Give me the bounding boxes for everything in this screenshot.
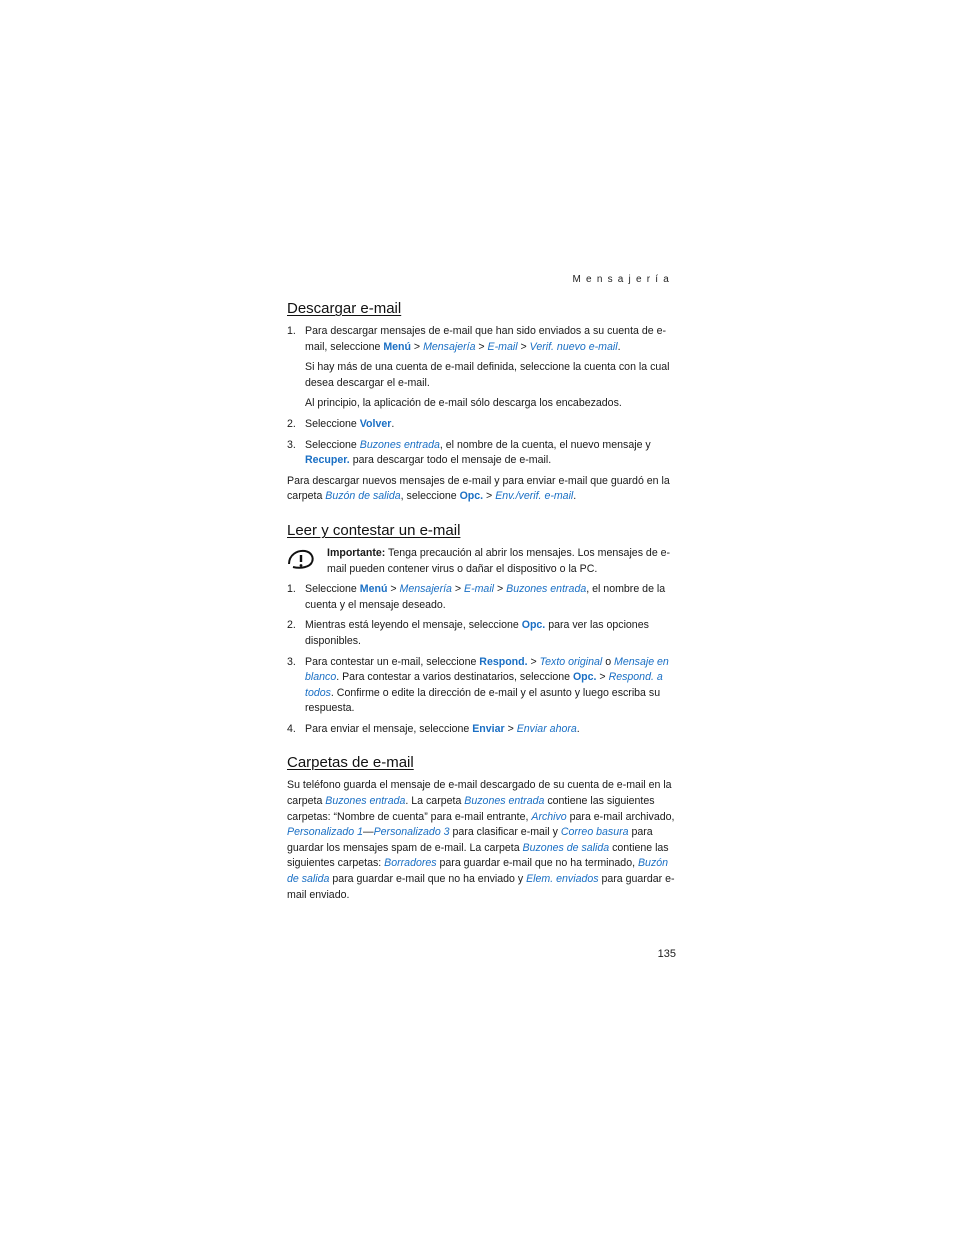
option-mensajeria: Mensajería [423,340,476,353]
key-opc: Opc. [521,619,546,632]
key-menu: Menú [383,340,411,353]
important-label: Importante: [327,546,386,559]
page-number: 135 [657,948,676,960]
list-number: 3. [287,438,296,451]
separator: > [527,655,540,668]
list-number: 3. [287,655,296,668]
text: Seleccione [305,583,360,596]
separator: > [451,583,465,596]
option-mensajeria: Mensajería [399,583,452,596]
option-verif-nuevo-email: Verif. nuevo e-mail [529,340,618,353]
list-item [287,722,677,738]
separator: > [475,340,488,353]
option-elem-enviados: Elem. enviados [526,873,599,886]
list-item [287,582,677,613]
option-buzon-de-salida: Buzón de salida [287,857,669,886]
text: . Confirme o edite la dirección de e-mail y el asunto y luego escriba su respuesta. [305,686,661,715]
option-email: E-mail [464,583,495,596]
separator: > [387,583,400,596]
option-texto-original: Texto original [539,655,603,668]
section-title-carpetas: Carpetas de e-mail [287,754,414,772]
text: , seleccione [400,490,460,503]
option-archivo: Archivo [531,810,567,823]
option-buzones-entrada: Buzones entrada [464,795,545,808]
option-buzon-de-salida: Buzón de salida [325,490,401,503]
text: Mientras está leyendo el mensaje, seleccione [305,619,522,632]
section-title-descargar: Descargar e-mail [287,300,402,317]
text: para e-mail archivado, [566,810,675,823]
text: o [602,655,615,668]
text: para clasificar e-mail y [449,826,561,839]
option-email: E-mail [487,340,518,353]
option-buzones-entrada: Buzones entrada [506,583,587,596]
text: . [617,340,621,353]
text: para ver las opciones disponibles. [305,619,649,647]
option-env-verif-email: Env./verif. e-mail [495,490,574,503]
list-number: 2. [287,417,296,430]
key-opc: Opc. [459,490,484,503]
text: Su teléfono guarda el mensaje de e-mail descargado de su cuenta de e-mail en la carpeta [287,779,672,808]
key-enviar: Enviar [472,722,505,735]
section-title-leer-contestar: Leer y contestar un e-mail [287,521,461,539]
text: Para contestar un e-mail, seleccione [305,655,480,668]
list-item [287,655,677,717]
list-item [287,618,677,649]
option-mensaje-en-blanco: Mensaje en blanco [305,655,669,684]
text: . [573,490,577,503]
key-volver: Volver [359,417,392,430]
important-note-icon [287,548,315,570]
key-opc: Opc. [572,671,597,684]
list-number: 1. [287,583,296,596]
list-number: 1. [287,325,296,337]
text: para guardar los mensajes spam de e-mail. La carpeta [287,826,653,854]
option-borradores: Borradores [384,857,437,870]
separator: > [596,671,609,684]
key-recuper: Recuper. [305,454,350,467]
text: para guardar e-mail enviado. [287,873,675,901]
list-item [287,417,677,433]
text: Seleccione [305,438,360,451]
separator: > [504,722,517,735]
separator: > [517,340,530,353]
option-personalizado-1: Personalizado 1 [287,826,363,839]
sub-paragraph: Al principio, la aplicación de e-mail sólo descarga los encabezados. [305,397,622,410]
text: . Para contestar a varios destinatarios, seleccione [336,671,573,684]
list-number: 2. [287,619,296,632]
option-respond-a-todos: Respond. a todos [305,671,663,699]
option-enviar-ahora: Enviar ahora [516,722,577,735]
option-buzones-entrada: Buzones entrada [325,795,406,808]
text: Seleccione [305,417,360,430]
option-personalizado-3: Personalizado 3 [373,826,450,839]
text: . La carpeta [405,795,465,808]
text: para guardar e-mail que no ha terminado, [436,857,638,870]
separator: > [483,490,496,503]
sub-paragraph: Si hay más de una cuenta de e-mail definida, seleccione la cuenta con la cual desea descargar el e-mail. [305,361,670,389]
text: , el nombre de la cuenta y el mensaje deseado. [305,583,666,611]
separator: > [410,340,424,353]
text: para guardar e-mail que no ha enviado y [329,873,527,886]
key-respond: Respond. [479,655,528,668]
text: — [362,826,374,839]
paragraph [287,474,677,505]
text: Para descargar mensajes de e-mail que han sido enviados a su cuenta de e-mail, seleccione [305,325,666,353]
list-item [287,324,677,355]
running-head: Mensajería [572,274,674,285]
list-item [287,438,677,469]
list-number: 4. [287,722,296,735]
option-buzones-de-salida: Buzones de salida [522,841,610,854]
text: para descargar todo el mensaje de e-mail. [349,454,552,467]
page-content [287,299,677,908]
text: Para descargar nuevos mensajes de e-mail y para enviar e-mail que guardó en la carpeta [287,474,670,503]
text: , el nombre de la cuenta, el nuevo mensaje y [439,438,651,451]
option-buzones-entrada: Buzones entrada [359,438,440,451]
paragraph [287,778,677,903]
separator: > [494,583,507,596]
important-text: Tenga precaución al abrir los mensajes. Los mensajes de e-mail pueden contener virus o dañar el dispositivo o la PC. [327,546,671,575]
text: . [576,722,580,735]
text: contiene las siguientes carpetas: [287,841,669,870]
key-menu: Menú [359,583,388,596]
option-correo-basura: Correo basura [560,826,629,839]
text: contiene las siguientes carpetas: “Nombre de cuenta” para e-mail entrante, [287,795,655,823]
text: . [391,417,395,430]
text: Para enviar el mensaje, seleccione [305,722,473,735]
important-note [287,546,677,577]
